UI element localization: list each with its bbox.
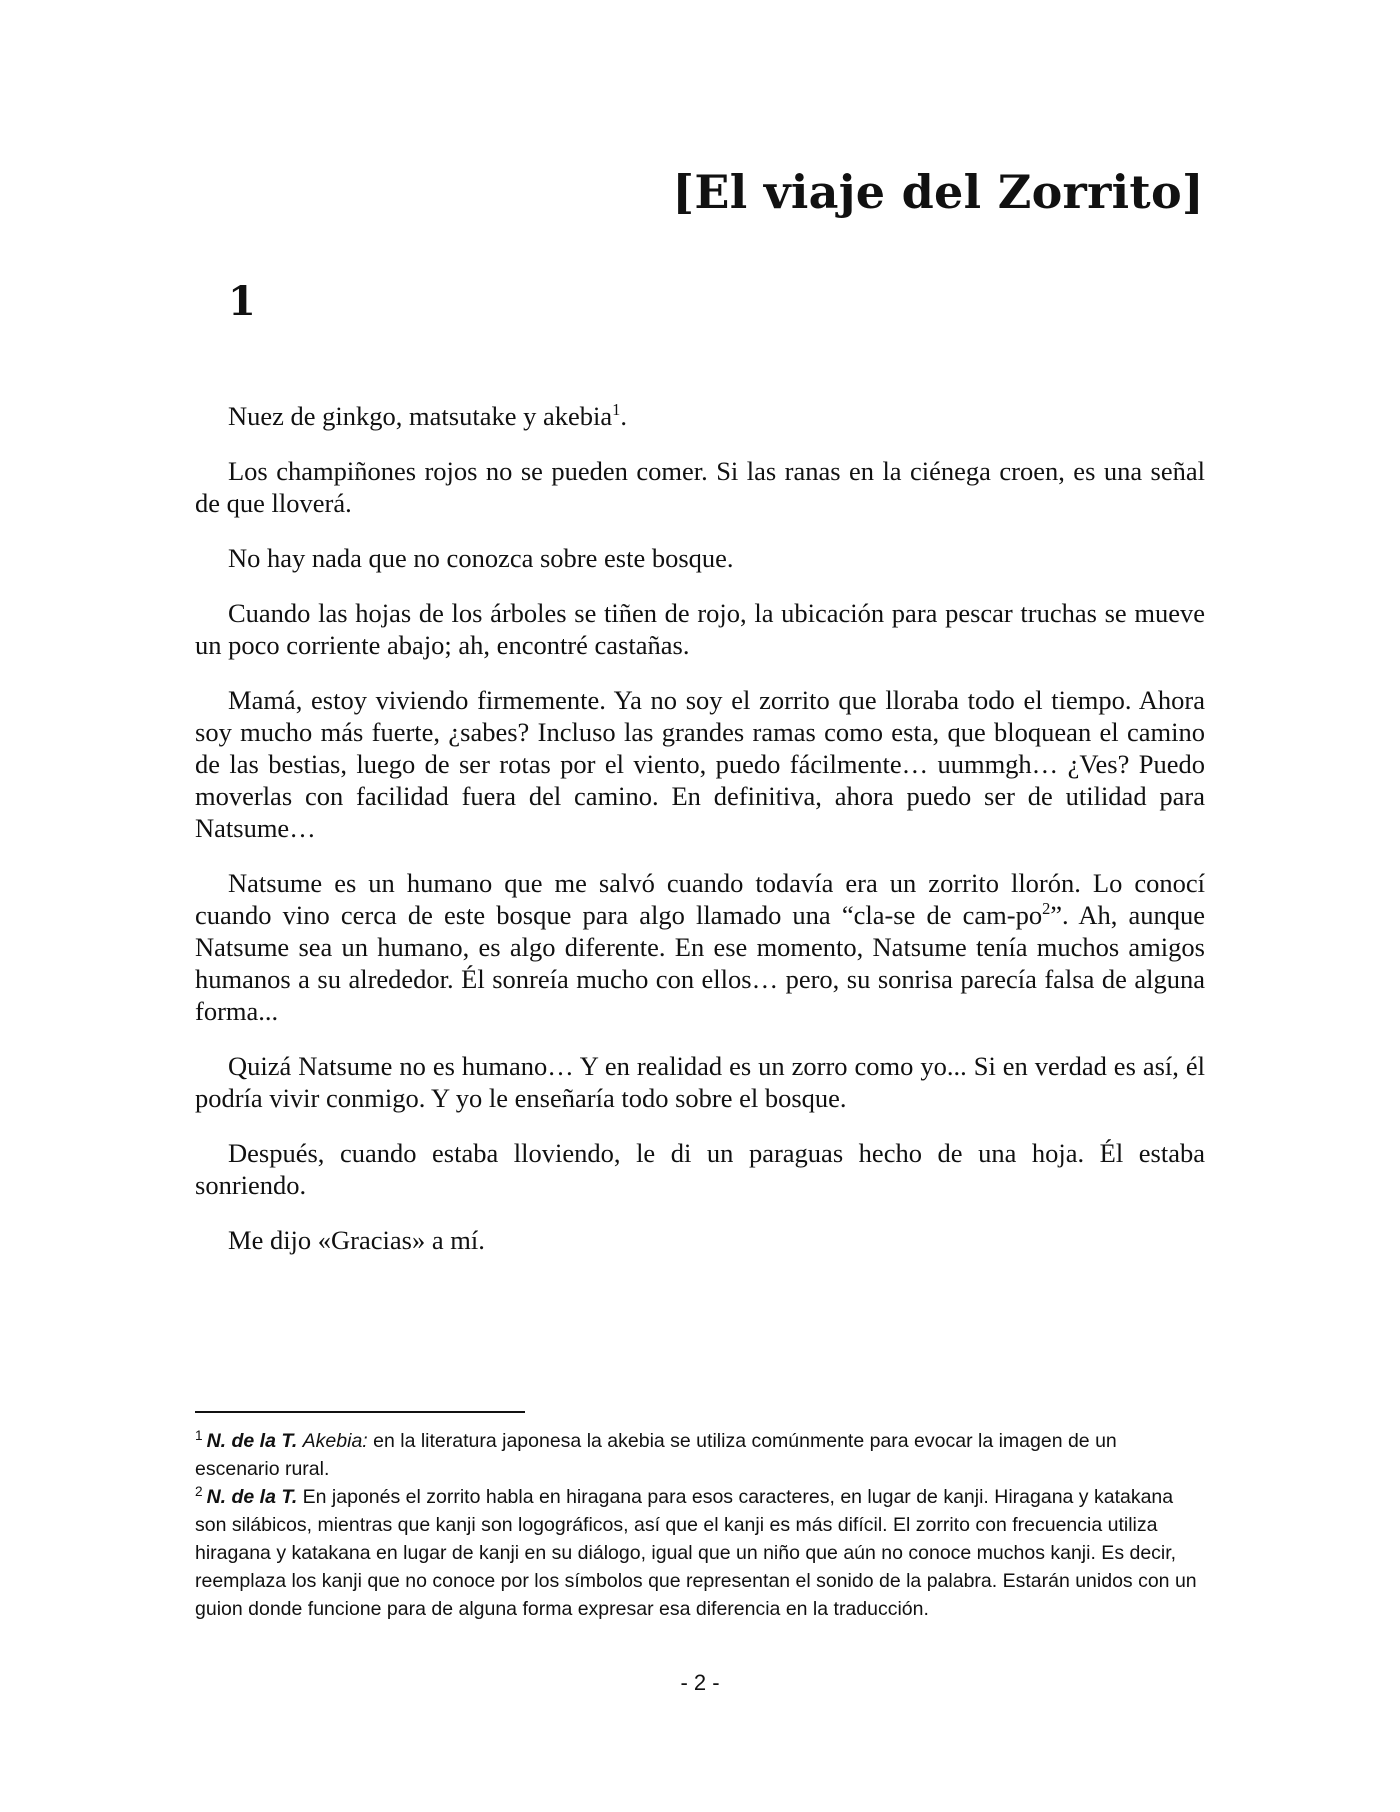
footnote-label: N. de la T.	[206, 1486, 298, 1508]
footnote-label: N. de la T.	[206, 1430, 298, 1452]
paragraph-1-text: Nuez de ginkgo, matsutake y akebia	[228, 401, 613, 431]
footnote-term: Akebia:	[302, 1430, 368, 1452]
footnote-ref-1: 1	[612, 400, 621, 420]
footnote-ref-2: 2	[1042, 899, 1051, 919]
paragraph-1-end: .	[620, 401, 627, 431]
paragraph-3: No hay nada que no conozca sobre este bosque.	[228, 543, 734, 573]
page-number: - 2 -	[680, 1670, 720, 1695]
paragraph-7: Quizá Natsume no es humano… Y en realidad es un zorro como yo... Si en verdad es así, él podría vivir conmigo. Y yo le enseñaría todo sobre el bosque.	[195, 1051, 1205, 1113]
paragraph-2: Los champiñones rojos no se pueden comer. Si las ranas en la ciénega croen, es una señal de que lloverá.	[195, 456, 1205, 518]
footnote-number: 1	[195, 1427, 203, 1443]
paragraph-6-text-b: ”. Ah, aunque Natsume sea un humano, es algo diferente. En ese momento, Natsume tenía muchos amigos humanos a su alrededor. Él sonreía mucho con ellos… pero, su sonrisa parecía falsa de alguna forma...	[195, 900, 1205, 1026]
footnote-1	[195, 1427, 1205, 1483]
paragraph-8: Después, cuando estaba lloviendo, le di un paraguas hecho de una hoja. Él estaba sonriendo.	[195, 1138, 1205, 1200]
footnote-text: En japonés el zorrito habla en hiragana para esos caracteres, en lugar de kanji. Hiragana y katakana son silábicos, mientras que kanji son logográficos, así que el kanji es más difícil. El zorrito con frecuencia utiliza hiragana y katakana en lugar de kanji en su diálogo, igual que un niño que aún no conoce muchos kanji. Es decir, reemplaza los kanji que no conoce por los símbolos que representan el sonido de la palabra. Estarán unidos con un guion donde funcione para de alguna forma expresar esa diferencia en la traducción.	[195, 1486, 1197, 1620]
footnote-separator	[195, 1411, 525, 1413]
footnotes	[195, 1427, 1205, 1623]
paragraph-1	[195, 400, 1205, 432]
paragraph-5: Mamá, estoy viviendo firmemente. Ya no soy el zorrito que lloraba todo el tiempo. Ahora soy mucho más fuerte, ¿sabes? Incluso las grandes ramas como esta, que bloquean el camino de las bestias, luego de ser rotas por el viento, puedo fácilmente… uummgh… ¿Ves? Puedo moverlas con facilidad fuera del camino. En definitiva, ahora puedo ser de utilidad para Natsume…	[195, 685, 1205, 843]
paragraph-9: Me dijo «Gracias» a mí.	[228, 1225, 485, 1255]
footnote-number: 2	[195, 1483, 203, 1499]
body-text	[195, 400, 1205, 1279]
paragraph-6-text-a: Natsume es un humano que me salvó cuando todavía era un zorrito llorón. Lo conocí cuando vino cerca de este bosque para algo llamado una “cla-se de cam-po	[195, 868, 1205, 930]
paragraph-4: Cuando las hojas de los árboles se tiñen de rojo, la ubicación para pescar truchas se mueve un poco corriente abajo; ah, encontré castañas.	[195, 598, 1205, 660]
paragraph-6	[195, 867, 1205, 1027]
footnote-2	[195, 1483, 1205, 1623]
footnote-text: en la literatura japonesa la akebia se utiliza comúnmente para evocar la imagen de un escenario rural.	[195, 1430, 1117, 1480]
chapter-number: 1	[228, 278, 256, 325]
chapter-title: [El viaje del Zorrito]	[672, 165, 1204, 219]
